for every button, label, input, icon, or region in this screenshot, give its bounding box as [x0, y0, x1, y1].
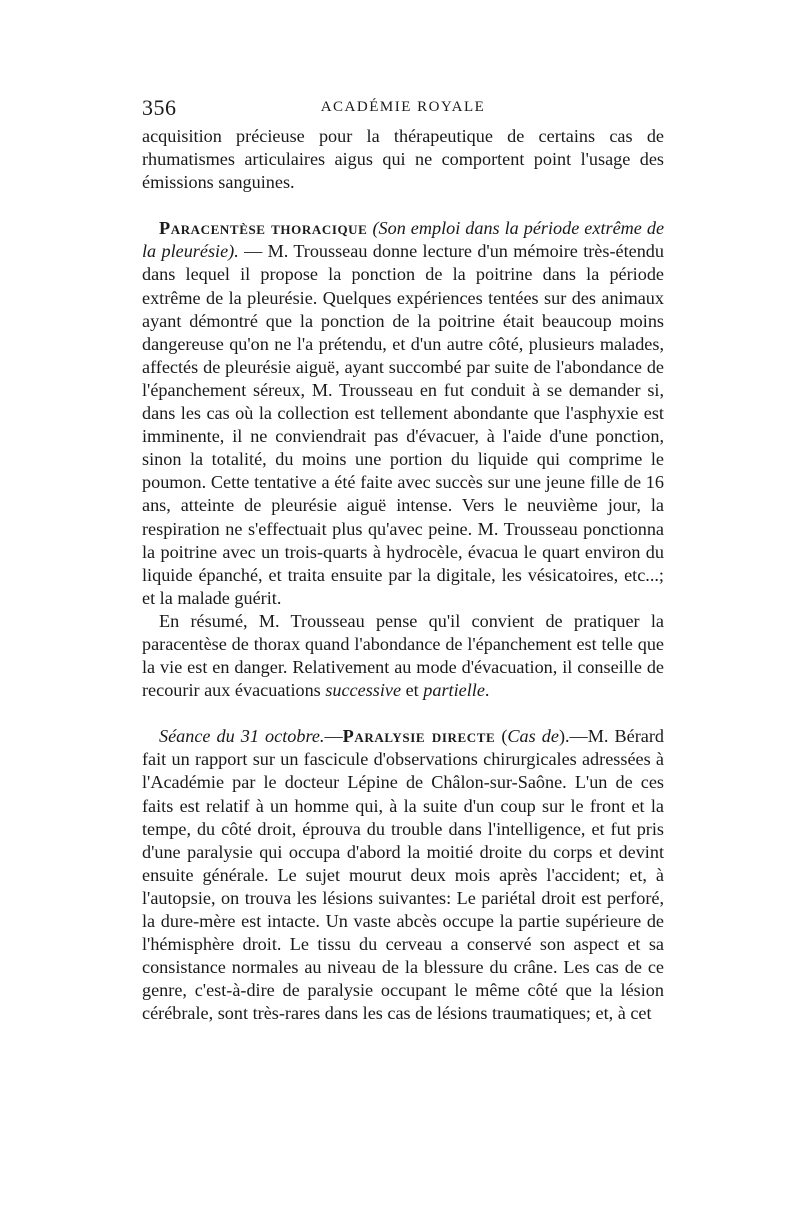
section-subtitle: (Son emploi dans la période extrême de la pleurésie). — [142, 218, 665, 262]
session-date: Séance du 31 octobre. — [159, 726, 325, 747]
italic-successive: successive — [325, 680, 402, 701]
resume-period: . — [484, 680, 490, 701]
body-text — [142, 125, 664, 1025]
section-heading-paralysie: Paralysie directe — [342, 726, 496, 747]
paragraph-paralysie — [142, 725, 664, 1025]
resume-text: En résumé, M. Trousseau pense qu'il convient de pratiquer la paracentèse de thorax quand l'abondance de l'épanchement est telle que la vie est en danger. Relativement au mode d'évacuation, il conseille de recourir aux évacuations — [142, 610, 664, 701]
section-gap — [142, 194, 664, 217]
page-header — [142, 95, 664, 125]
page-number: 356 — [142, 95, 177, 120]
book-page — [142, 95, 664, 1025]
dash: — — [324, 726, 343, 747]
section-heading-paracentese: Paracentèse thoracique — [159, 218, 368, 239]
paragraph-body: —M. Bérard fait un rapport sur un fascicule d'observations chirurgicales adressées à l'Académie par le docteur Lépine de Châlon-sur-Saône. L'un de ces faits est relatif à un homme qui, à la suite d'un coup sur le front et la tempe, du côté droit, éprouva du trouble dans l'intelligence, et fut pris d'une paralysie qui occupa d'abord la moitié droite du corps et devint ensuite générale. Le sujet mourut deux mois après l'accident; et, à l'autopsie, on trouva les lésions suivantes: Le pariétal droit est perforé, la dure-mère est intacte. Un vaste abcès occupe la partie supérieure de l'hémisphère droit. Le tissu du cerveau a conservé son aspect et sa consistance normales au niveau de la blessure du crâne. Les cas de ce genre, c'est-à-dire de paralysie occupant le même côté que la lésion cérébrale, sont très-rares dans les cas de lésions traumatiques; et, à cet — [142, 726, 664, 1024]
paren-close: ). — [558, 726, 570, 747]
case-label: Cas de — [507, 726, 559, 747]
paragraph-body: — M. Trousseau donne lecture d'un mémoire très-étendu dans lequel il propose la ponction de la poitrine dans la période extrême de la pleurésie. Quelques expériences tentées sur des animaux ayant démontré que la ponction de la poitrine était beaucoup moins dangereuse qu'on ne l'a prétendu, et d'un autre côté, plusieurs malades, affectés de pleurésie aiguë, ayant succombé par suite de l'abondance de l'épanchement séreux, M. Trousseau en fut conduit à se demander si, dans les cas où la collection est tellement abondante que l'asphyxie est imminente, il ne conviendrait pas d'évacuer, à l'aide d'une ponction, sinon la totalité, du moins une portion du liquide qui comprime le poumon. Cette tentative a été faite avec succès sur une jeune fille de 16 ans, atteinte de pleurésie aiguë intense. Vers le neuvième jour, la respiration ne s'effectuait plus qu'avec peine. M. Trousseau ponctionna la poitrine avec un trois-quarts à hydrocèle, évacua le quart environ du liquide épanché, et traita ensuite par la digitale, les vésicatoires, etc...; et la malade guérit. — [142, 241, 664, 608]
section-gap — [142, 702, 664, 725]
paragraph-continuation: acquisition précieuse pour la thérapeutique de certains cas de rhumatismes articulaires aigus qui ne comportent point l'usage des émissions sanguines. — [142, 126, 664, 193]
italic-partielle: partielle — [423, 680, 485, 701]
paragraph-resume — [142, 610, 664, 702]
paren-open: ( — [495, 726, 508, 747]
resume-conjunction: et — [401, 680, 424, 701]
running-head: ACADÉMIE ROYALE — [320, 99, 486, 115]
paragraph-paracentese — [142, 217, 664, 610]
